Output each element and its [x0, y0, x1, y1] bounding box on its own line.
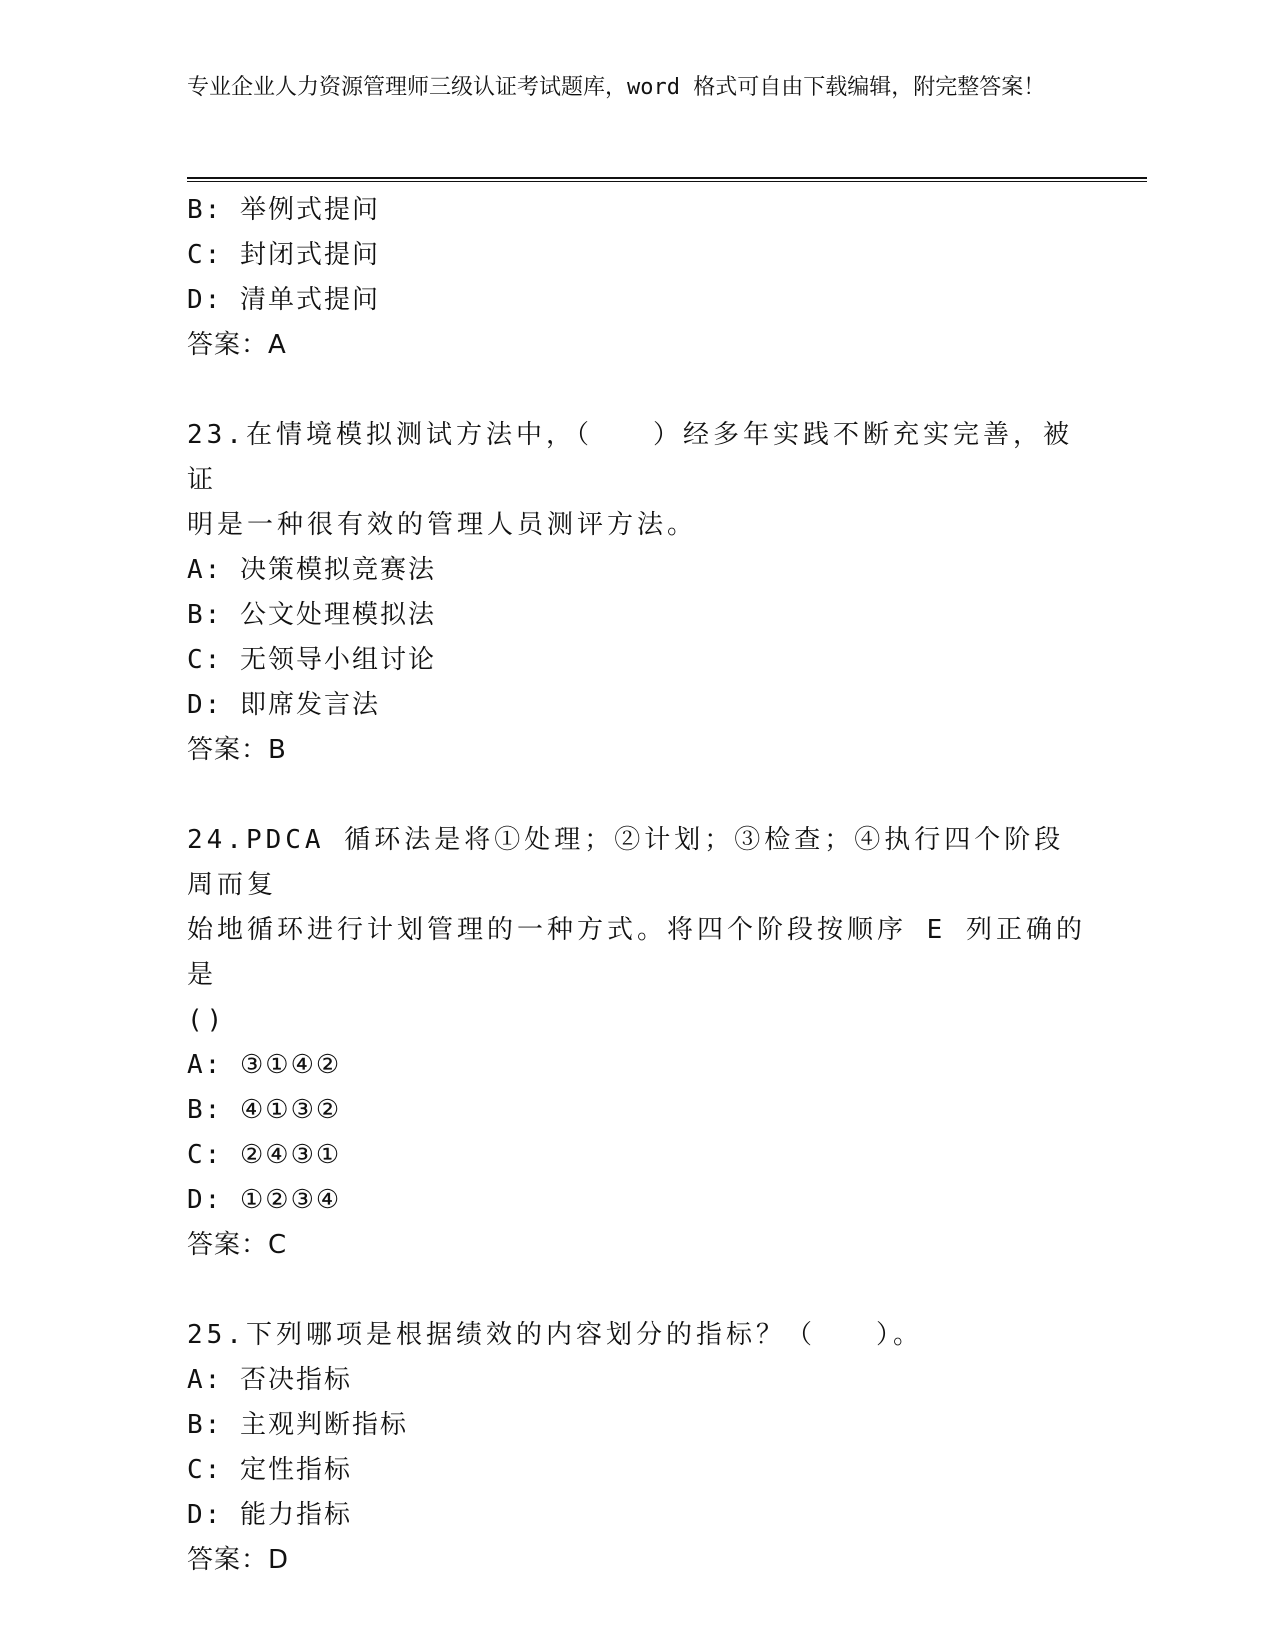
option-d: D: ①②③④: [187, 1185, 342, 1215]
option-c: C: 定性指标: [187, 1455, 352, 1485]
answer-line: 答案：A: [187, 330, 287, 360]
option-d: D: 清单式提问: [187, 285, 380, 315]
page-header: 专业企业人力资源管理师三级认证考试题库，word 格式可自由下载编辑，附完整答案！: [187, 75, 1046, 100]
option-a: A: 否决指标: [187, 1365, 352, 1395]
option-d: D: 即席发言法: [187, 690, 380, 720]
question-stem-line: 明是一种很有效的管理人员测评方法。: [187, 510, 698, 540]
header-rule-thin: [187, 181, 1147, 182]
question-stem-line: (): [187, 1005, 227, 1035]
question-content: [187, 188, 1087, 1583]
question-stem-line: 始地循环进行计划管理的一种方式。将四个阶段按顺序 E 列正确的是: [187, 915, 1086, 990]
answer-line: 答案：C: [187, 1230, 288, 1260]
question-stem-line: 25.下列哪项是根据绩效的内容划分的指标？（ ）。: [187, 1320, 923, 1350]
option-b: B: ④①③②: [187, 1095, 342, 1125]
answer-line: 答案：B: [187, 735, 287, 765]
option-b: B: 主观判断指标: [187, 1410, 408, 1440]
option-c: C: 封闭式提问: [187, 240, 380, 270]
answer-line: 答案：D: [187, 1545, 290, 1575]
option-a: A: 决策模拟竞赛法: [187, 555, 436, 585]
option-a: A: ③①④②: [187, 1050, 342, 1080]
option-b: B: 举例式提问: [187, 195, 380, 225]
question-stem-line: 24.PDCA 循环法是将①处理；②计划；③检查；④执行四个阶段周而复: [187, 825, 1065, 900]
option-c: C: 无领导小组讨论: [187, 645, 436, 675]
header-rule-thick: [187, 177, 1147, 179]
option-d: D: 能力指标: [187, 1500, 352, 1530]
option-b: B: 公文处理模拟法: [187, 600, 436, 630]
option-c: C: ②④③①: [187, 1140, 342, 1170]
question-stem-line: 23.在情境模拟测试方法中，（ ）经多年实践不断充实完善，被证: [187, 420, 1073, 495]
